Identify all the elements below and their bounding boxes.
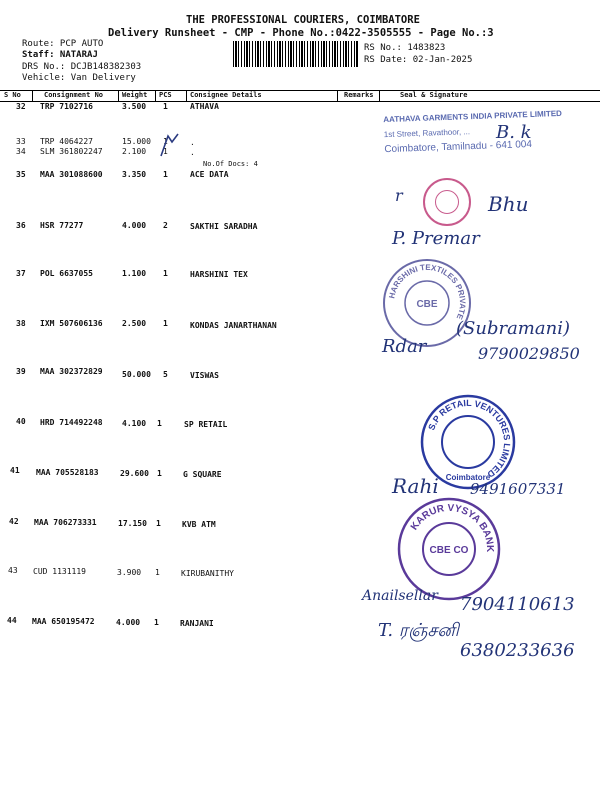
seal-center-text: CBE CO <box>429 545 469 556</box>
drs-number: DRS No.: DCJB148382303 <box>22 62 142 72</box>
staff-label: Staff: NATARAJ <box>22 50 98 60</box>
row-consignment: MAA 650195472 <box>32 617 95 626</box>
row-sno: 32 <box>16 102 26 111</box>
row-sno: 39 <box>16 367 26 376</box>
row-consignment: TRP 7102716 <box>40 102 93 111</box>
karur-vysya-bank-seal <box>396 496 502 602</box>
col-divider <box>32 90 33 101</box>
row-pcs: 1 <box>154 618 159 627</box>
signature-row43: Anailsellar <box>362 588 438 604</box>
seal-bottom-text: Coimbatore <box>445 473 491 482</box>
row-consignment: MAA 706273331 <box>34 518 97 527</box>
signature-row38-mark: Rdar <box>382 336 427 357</box>
phone-row44-a: 7904110613 <box>460 594 575 615</box>
row-consignee: SP RETAIL <box>184 420 228 429</box>
row-pcs: 1 <box>157 419 162 428</box>
row-sno: 38 <box>16 319 26 328</box>
row-sno: 43 <box>8 566 18 575</box>
row-consignment: MAA 302372829 <box>40 367 103 376</box>
company-title: THE PROFESSIONAL COURIERS, COIMBATORE <box>186 14 420 26</box>
row-weight: 29.600 <box>120 469 149 478</box>
row-pcs: 1 <box>163 170 168 179</box>
col-seal: Seal & Signature <box>400 91 468 99</box>
row-weight: 4.000 <box>122 221 147 230</box>
row-consignee: ACE DATA <box>190 170 229 179</box>
row-weight: 2.100 <box>122 147 147 156</box>
row-consignment: TRP 4064227 <box>40 137 93 146</box>
row-pcs: 1 <box>157 469 162 478</box>
row-pcs: 1 <box>163 147 168 156</box>
seal-center-text: CBE <box>416 299 438 310</box>
seal-line: 1st Street, Ravathoor, ... <box>383 127 471 140</box>
vehicle-label: Vehicle: Van Delivery <box>22 73 136 83</box>
row-weight: 3.900 <box>117 568 142 577</box>
row-sno: 44 <box>7 616 17 625</box>
row-weight: 50.000 <box>122 370 151 379</box>
row-sno: 42 <box>9 517 19 526</box>
signature-row41: Rahi <box>392 474 439 498</box>
row-pcs: 1 <box>155 568 160 577</box>
row-consignment: POL 6637055 <box>40 269 93 278</box>
row-consignee: RANJANI <box>180 619 214 628</box>
route-label: Route: PCP AUTO <box>22 39 104 49</box>
row-sno: 35 <box>16 170 26 179</box>
col-remarks: Remarks <box>344 91 374 99</box>
signature-row35: Bhu <box>488 192 529 216</box>
row-consignee: VISWAS <box>190 371 219 380</box>
col-consignment: Consignment No <box>44 91 104 99</box>
row-consignee: . <box>190 148 195 157</box>
row-consignment: CUD 1131119 <box>33 567 86 576</box>
col-divider <box>186 90 187 101</box>
row-consignee: KIRUBANITHY <box>181 569 234 578</box>
pink-round-stamp <box>423 178 471 226</box>
rs-date: RS Date: 02-Jan-2025 <box>364 55 473 65</box>
phone-row41: 9491607331 <box>470 480 566 498</box>
signature-mark: r <box>395 186 403 205</box>
row-pcs: 1 <box>163 102 168 111</box>
docs-count: No.Of Docs: 4 <box>203 160 258 168</box>
row-weight: 17.150 <box>118 519 147 528</box>
seal-ring-text: KARUR VYSYA BANK <box>408 502 496 553</box>
col-weight: Weight <box>122 91 148 99</box>
row-consignee: KONDAS JANARTHANAN <box>190 321 277 330</box>
row-pcs: 1 <box>163 137 168 146</box>
seal-line: AATHAVA GARMENTS INDIA PRIVATE LIMITED <box>383 108 563 125</box>
signature-row38: (Subramani) <box>456 318 570 339</box>
row-consignee: KVB ATM <box>182 520 216 529</box>
row-weight: 2.500 <box>122 319 147 328</box>
row-consignment: SLM 361802247 <box>40 147 103 156</box>
rs-number: RS No.: 1483823 <box>364 43 446 53</box>
row-consignee: . <box>190 138 195 147</box>
row-pcs: 1 <box>163 319 168 328</box>
athava-company-seal <box>383 109 565 167</box>
row-consignment: HRD 714492248 <box>40 418 103 427</box>
row-consignee: G SQUARE <box>183 470 222 479</box>
row-sno: 33 <box>16 137 26 146</box>
row-sno: 34 <box>16 147 26 156</box>
row-weight: 1.100 <box>122 269 147 278</box>
row-weight: 4.000 <box>116 618 141 627</box>
seal-ring-text: S.P RETAIL VENTURES LIMITED <box>426 397 513 480</box>
col-divider <box>337 90 338 101</box>
phone-row38: 9790029850 <box>478 344 580 363</box>
row-consignment: HSR 77277 <box>40 221 84 230</box>
seal-ring-text: HARSHINI TEXTILES PRIVATE <box>387 262 468 321</box>
row-weight: 4.100 <box>122 419 147 428</box>
pen-tick-mark <box>158 132 184 160</box>
col-consignee: Consignee Details <box>190 91 262 99</box>
row-weight: 3.350 <box>122 170 147 179</box>
row-weight: 3.500 <box>122 102 147 111</box>
row-sno: 40 <box>16 417 26 426</box>
row-sno: 37 <box>16 269 26 278</box>
col-divider <box>379 90 380 101</box>
col-divider <box>155 90 156 101</box>
seal-line: Coimbatore, Tamilnadu - 641 004 <box>384 138 533 156</box>
phone-row44-b: 6380233636 <box>460 640 575 661</box>
row-sno: 41 <box>10 466 20 475</box>
row-pcs: 5 <box>163 370 168 379</box>
signature-row32: B. k <box>496 122 532 143</box>
row-consignee: HARSHINI TEX <box>190 270 248 279</box>
row-consignee: ATHAVA <box>190 102 219 111</box>
row-consignment: MAA 301088600 <box>40 170 103 179</box>
signature-row44: T. ரஞ்சனி <box>378 620 459 641</box>
row-pcs: 1 <box>156 519 161 528</box>
row-sno: 36 <box>16 221 26 230</box>
runsheet-subtitle: Delivery Runsheet - CMP - Phone No.:0422-3505555 - Page No.:3 <box>108 27 494 39</box>
col-pcs: PCS <box>159 91 172 99</box>
col-divider <box>118 90 119 101</box>
signature-row36: P. Premar <box>392 228 480 249</box>
row-consignment: MAA 705528183 <box>36 468 99 477</box>
col-sno: S No <box>4 91 21 99</box>
row-pcs: 2 <box>163 221 168 230</box>
row-consignee: SAKTHI SARADHA <box>190 222 258 231</box>
barcode <box>233 41 358 67</box>
row-weight: 15.000 <box>122 137 151 146</box>
row-consignment: IXM 507606136 <box>40 319 103 328</box>
row-pcs: 1 <box>163 269 168 278</box>
